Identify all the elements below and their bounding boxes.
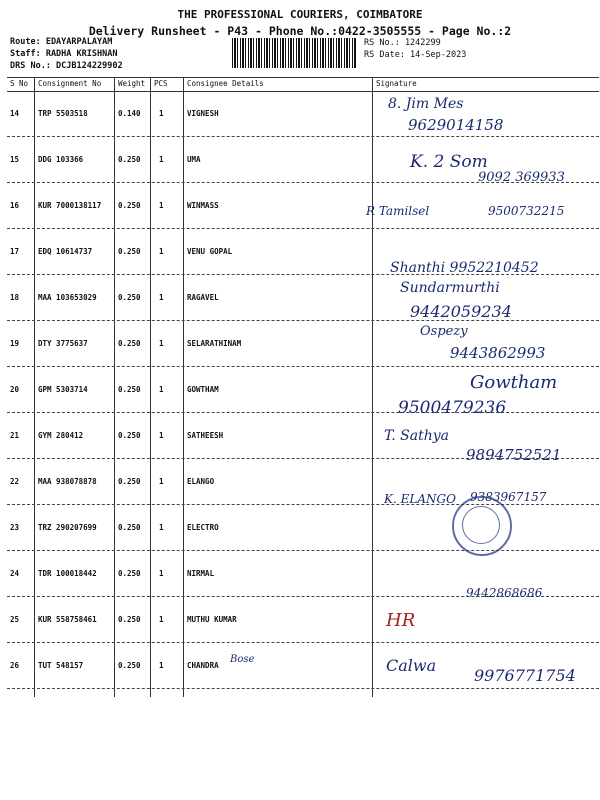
sig-21-phone: 9894752521 bbox=[466, 446, 562, 464]
cell-weight: 0.250 bbox=[118, 201, 141, 210]
cell-consignee: ELECTRO bbox=[187, 523, 219, 532]
cell-sno: 16 bbox=[10, 201, 20, 210]
cell-pcs: 1 bbox=[159, 339, 164, 348]
cell-pcs: 1 bbox=[159, 523, 164, 532]
courier-stamp bbox=[452, 496, 512, 556]
cell-consignee: UMA bbox=[187, 155, 201, 164]
cell-sno: 22 bbox=[10, 477, 20, 486]
cell-sno: 25 bbox=[10, 615, 20, 624]
cell-sno: 21 bbox=[10, 431, 20, 440]
cell-weight: 0.250 bbox=[118, 155, 141, 164]
sig-20-name: Gowtham bbox=[470, 372, 558, 393]
cell-pcs: 1 bbox=[159, 569, 164, 578]
cell-pcs: 1 bbox=[159, 247, 164, 256]
barcode bbox=[232, 38, 356, 68]
rs-date: RS Date: 14-Sep-2023 bbox=[364, 50, 467, 60]
cell-consignee: WINMASS bbox=[187, 201, 219, 210]
cell-weight: 0.250 bbox=[118, 661, 141, 670]
cell-consignment: TRP 5503518 bbox=[38, 109, 88, 118]
col-header-weight: Weight bbox=[118, 79, 146, 88]
cell-consignment: KUR 7000138117 bbox=[38, 201, 102, 210]
cell-pcs: 1 bbox=[159, 385, 164, 394]
sig-14-phone: 9629014158 bbox=[408, 116, 504, 134]
cell-sno: 17 bbox=[10, 247, 20, 256]
cell-weight: 0.250 bbox=[118, 293, 141, 302]
cell-consignment: TUT 548157 bbox=[38, 661, 84, 670]
col-header-signature: Signature bbox=[376, 79, 417, 88]
row-26-name-note: Bose bbox=[230, 654, 255, 665]
cell-weight: 0.250 bbox=[118, 339, 141, 348]
cell-pcs: 1 bbox=[159, 431, 164, 440]
cell-weight: 0.250 bbox=[118, 523, 141, 532]
col-header-consignee: Consignee Details bbox=[187, 79, 264, 88]
cell-sno: 26 bbox=[10, 661, 20, 670]
cell-consignee: SATHEESH bbox=[187, 431, 224, 440]
col-header-consignment: Consignment No bbox=[38, 79, 102, 88]
sig-25-name: HR bbox=[386, 610, 416, 631]
cell-consignee: GOWTHAM bbox=[187, 385, 219, 394]
cell-consignee: SELARATHINAM bbox=[187, 339, 242, 348]
cell-pcs: 1 bbox=[159, 615, 164, 624]
cell-consignee: NIRMAL bbox=[187, 569, 215, 578]
sig-19-phone: 9443862993 bbox=[450, 344, 546, 362]
cell-consignment: TRZ 290207699 bbox=[38, 523, 97, 532]
staff-label: Staff: RADHA KRISHNAN bbox=[10, 49, 118, 59]
route-label: Route: EDAYARPALAYAM bbox=[10, 37, 113, 47]
cell-sno: 14 bbox=[10, 109, 20, 118]
cell-consignment: GYM 280412 bbox=[38, 431, 84, 440]
drs-number: DRS No.: DCJB124229902 bbox=[10, 61, 123, 71]
cell-consignee: ELANGO bbox=[187, 477, 215, 486]
cell-consignment: KUR 558758461 bbox=[38, 615, 97, 624]
sig-15-name: K. 2 Som bbox=[410, 152, 488, 172]
sig-20-phone: 9500479236 bbox=[398, 398, 507, 418]
cell-sno: 18 bbox=[10, 293, 20, 302]
cell-consignee: VENU GOPAL bbox=[187, 247, 233, 256]
sig-26-name: Calwa bbox=[386, 656, 437, 675]
cell-weight: 0.250 bbox=[118, 569, 141, 578]
cell-weight: 0.250 bbox=[118, 477, 141, 486]
cell-weight: 0.250 bbox=[118, 615, 141, 624]
cell-consignment: GPM 5303714 bbox=[38, 385, 88, 394]
cell-pcs: 1 bbox=[159, 293, 164, 302]
cell-consignee: RAGAVEL bbox=[187, 293, 219, 302]
cell-consignment: EDQ 10614737 bbox=[38, 247, 93, 256]
cell-consignee: CHANDRA bbox=[187, 661, 219, 670]
cell-consignment: DTY 3775637 bbox=[38, 339, 88, 348]
sig-22-phone: 9383967157 bbox=[470, 490, 547, 504]
sig-18-phone: 9442059234 bbox=[410, 302, 512, 321]
table-row bbox=[7, 91, 599, 137]
cell-weight: 0.250 bbox=[118, 385, 141, 394]
cell-pcs: 1 bbox=[159, 109, 164, 118]
rs-number: RS No.: 1242299 bbox=[364, 38, 441, 48]
cell-consignment: TDR 100018442 bbox=[38, 569, 97, 578]
sig-16-name: R Tamilsel bbox=[366, 204, 430, 218]
cell-pcs: 1 bbox=[159, 477, 164, 486]
cell-weight: 0.250 bbox=[118, 431, 141, 440]
cell-sno: 24 bbox=[10, 569, 20, 578]
cell-consignee: VIGNESH bbox=[187, 109, 219, 118]
sig-19-name: Ospezy bbox=[420, 324, 468, 339]
cell-pcs: 1 bbox=[159, 661, 164, 670]
sig-22-name: K. ELANGO bbox=[384, 492, 456, 506]
cell-consignee: MUTHU KUMAR bbox=[187, 615, 237, 624]
sig-18-top: Shanthi 9952210452 bbox=[390, 260, 539, 276]
sig-18-name: Sundarmurthi bbox=[400, 280, 500, 296]
sig-14-name: 8. Jim Mes bbox=[388, 96, 464, 112]
cell-pcs: 1 bbox=[159, 201, 164, 210]
col-header-sno: S No bbox=[10, 79, 29, 88]
document-title: THE PROFESSIONAL COURIERS, COIMBATORE bbox=[177, 8, 423, 21]
cell-consignment: DDG 103366 bbox=[38, 155, 84, 164]
sig-15-phone: 9092 369933 bbox=[478, 170, 565, 185]
sig-24-phone: 9442868686 bbox=[466, 586, 543, 600]
cell-consignment: MAA 938078878 bbox=[38, 477, 97, 486]
cell-sno: 19 bbox=[10, 339, 20, 348]
sig-21-name: T. Sathya bbox=[384, 428, 450, 444]
cell-sno: 20 bbox=[10, 385, 20, 394]
sig-26-phone: 9976771754 bbox=[474, 666, 576, 685]
row-separator bbox=[7, 688, 599, 689]
cell-weight: 0.250 bbox=[118, 247, 141, 256]
sig-16-phone: 9500732215 bbox=[488, 204, 565, 218]
cell-weight: 0.140 bbox=[118, 109, 141, 118]
cell-sno: 15 bbox=[10, 155, 20, 164]
cell-sno: 23 bbox=[10, 523, 20, 532]
cell-consignment: MAA 103653029 bbox=[38, 293, 97, 302]
runsheet-subtitle: Delivery Runsheet - P43 - Phone No.:0422-3505555 - Page No.:2 bbox=[88, 24, 512, 38]
cell-pcs: 1 bbox=[159, 155, 164, 164]
col-header-pcs: PCS bbox=[154, 79, 168, 88]
table-row bbox=[7, 597, 599, 643]
